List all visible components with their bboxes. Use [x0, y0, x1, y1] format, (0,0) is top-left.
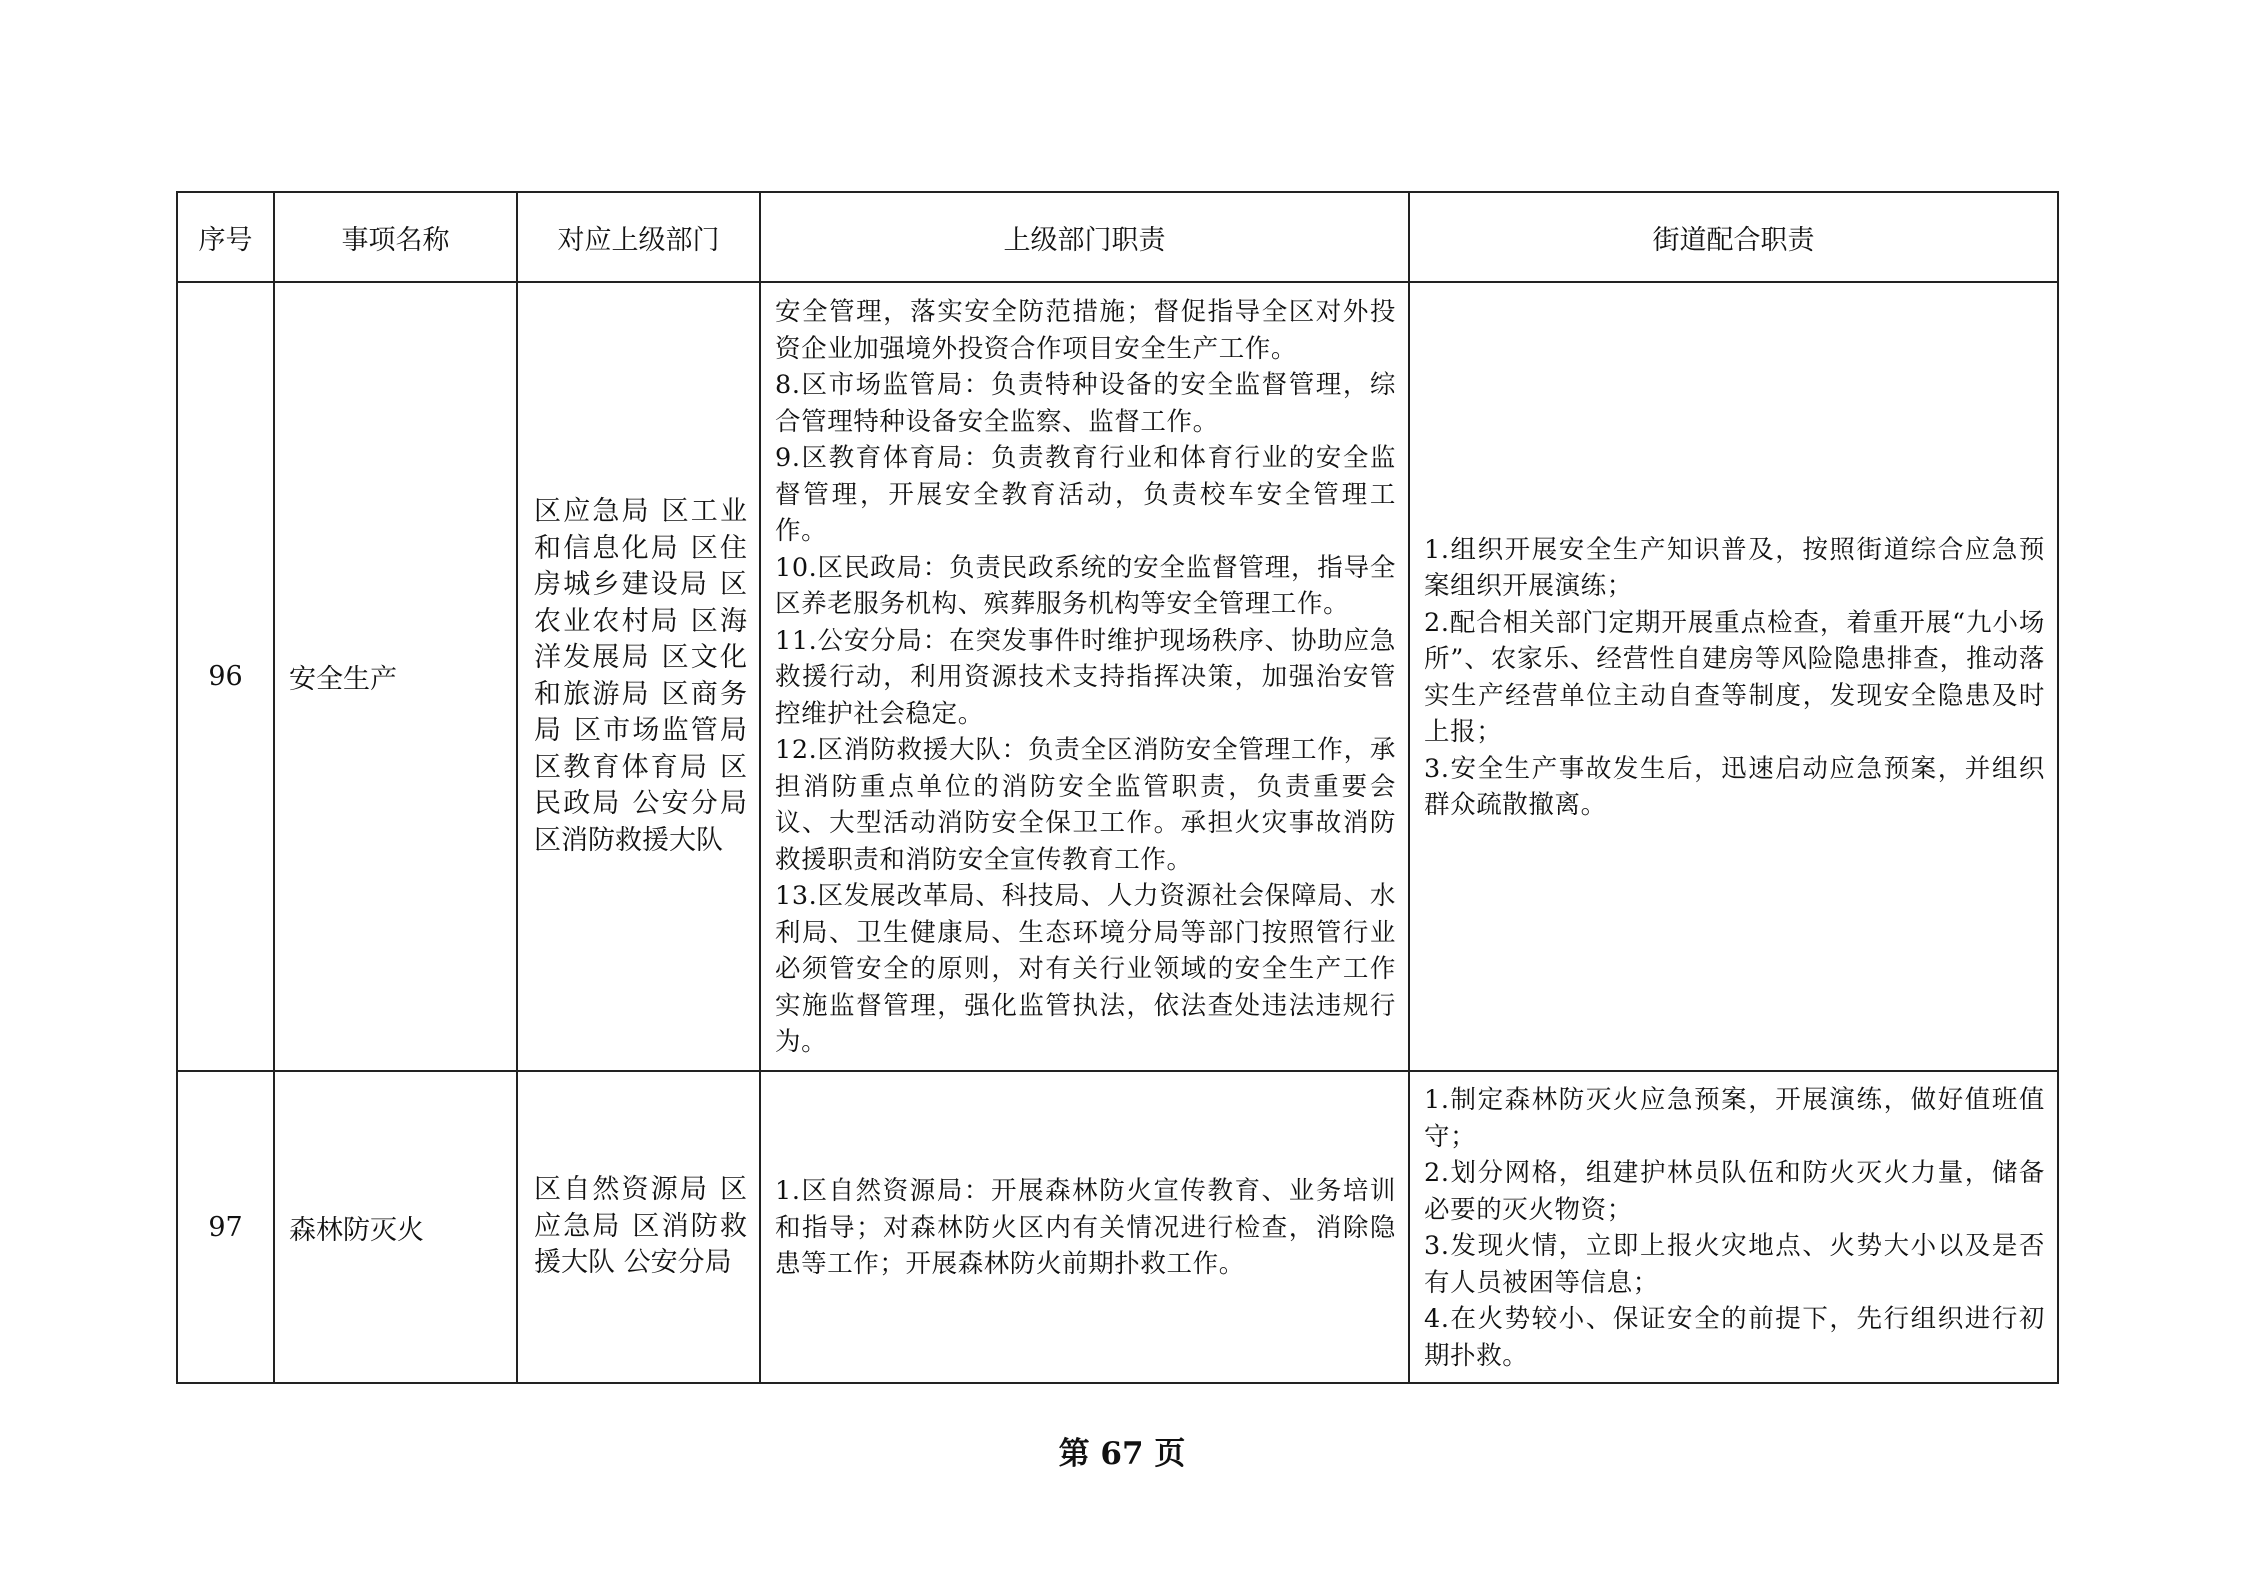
duty-paragraph: 3.安全生产事故发生后，迅速启动应急预案，并组织群众疏散撤离。 [1424, 753, 2045, 820]
duty-paragraph: 9.区教育体育局：负责教育行业和体育行业的安全监督管理，开展安全教育活动，负责校车安全管理工作。 [775, 443, 1396, 547]
duty-paragraph: 13.区发展改革局、科技局、人力资源社会保障局、水利局、卫生健康局、生态环境分局等部门按照管行业必须管安全的原则，对有关行业领域的安全生产工作实施监督管理，强化监管执法，依法查处违法违规行为。 [775, 881, 1396, 1058]
item-name: 森林防灭火 [274, 1071, 517, 1383]
duty-paragraph: 12.区消防救援大队：负责全区消防安全管理工作，承担消防重点单位的消防安全监管职责，负责重要会议、大型活动消防安全保卫工作。承担火灾事故消防救援职责和消防安全宣传教育工作。 [775, 735, 1396, 875]
upper-duties [760, 282, 1409, 1071]
header-street-duties: 街道配合职责 [1409, 192, 2058, 282]
serial-number: 97 [177, 1071, 274, 1383]
header-upper-duties: 上级部门职责 [760, 192, 1409, 282]
item-name: 安全生产 [274, 282, 517, 1071]
duty-paragraph: 4.在火势较小、保证安全的前提下，先行组织进行初期扑救。 [1424, 1304, 2045, 1371]
duty-paragraph: 安全管理，落实安全防范措施；督促指导全区对外投资企业加强境外投资合作项目安全生产工作。 [775, 297, 1396, 364]
serial-number: 96 [177, 282, 274, 1071]
table-header-row [177, 192, 2058, 282]
upper-department: 区自然资源局 区应急局 区消防救援大队 公安分局 [517, 1071, 760, 1383]
header-serial-number: 序号 [177, 192, 274, 282]
duty-paragraph: 10.区民政局：负责民政系统的安全监督管理，指导全区养老服务机构、殡葬服务机构等安全管理工作。 [775, 552, 1396, 620]
header-upper-department: 对应上级部门 [517, 192, 760, 282]
table-row [177, 282, 2058, 1071]
duty-table [176, 191, 2059, 1384]
duty-paragraph: 1.组织开展安全生产知识普及，按照街道综合应急预案组织开展演练； [1424, 534, 2045, 601]
table-row [177, 1071, 2058, 1383]
page-number: 第 67 页 [1058, 1436, 1186, 1472]
upper-duties [760, 1071, 1409, 1383]
upper-department: 区应急局 区工业和信息化局 区住房城乡建设局 区农业农村局 区海洋发展局 区文化和旅游局 区商务局 区市场监管局 区教育体育局 区民政局 公安分局 区消防救援大队 [517, 282, 760, 1071]
street-duties [1409, 1071, 2058, 1383]
duty-paragraph: 8.区市场监管局：负责特种设备的安全监督管理，综合管理特种设备安全监察、监督工作。 [775, 370, 1396, 437]
duty-paragraph: 1.制定森林防灭火应急预案，开展演练，做好值班值守； [1424, 1085, 2045, 1152]
duty-paragraph: 3.发现火情，立即上报火灾地点、火势大小以及是否有人员被困等信息； [1424, 1231, 2045, 1298]
street-duties [1409, 282, 2058, 1071]
duty-paragraph: 2.划分网格，组建护林员队伍和防火灭火力量，储备必要的灭火物资； [1424, 1158, 2045, 1225]
header-item-name: 事项名称 [274, 192, 517, 282]
duty-paragraph: 1.区自然资源局：开展森林防火宣传教育、业务培训和指导；对森林防火区内有关情况进行检查，消除隐患等工作；开展森林防火前期扑救工作。 [775, 1176, 1396, 1280]
duty-paragraph: 2.配合相关部门定期开展重点检查，着重开展“九小场所”、农家乐、经营性自建房等风险隐患排查，推动落实生产经营单位主动自查等制度，发现安全隐患及时上报； [1424, 607, 2045, 747]
duty-paragraph: 11.公安分局：在突发事件时维护现场秩序、协助应急救援行动，利用资源技术支持指挥决策，加强治安管控维护社会稳定。 [775, 625, 1396, 729]
